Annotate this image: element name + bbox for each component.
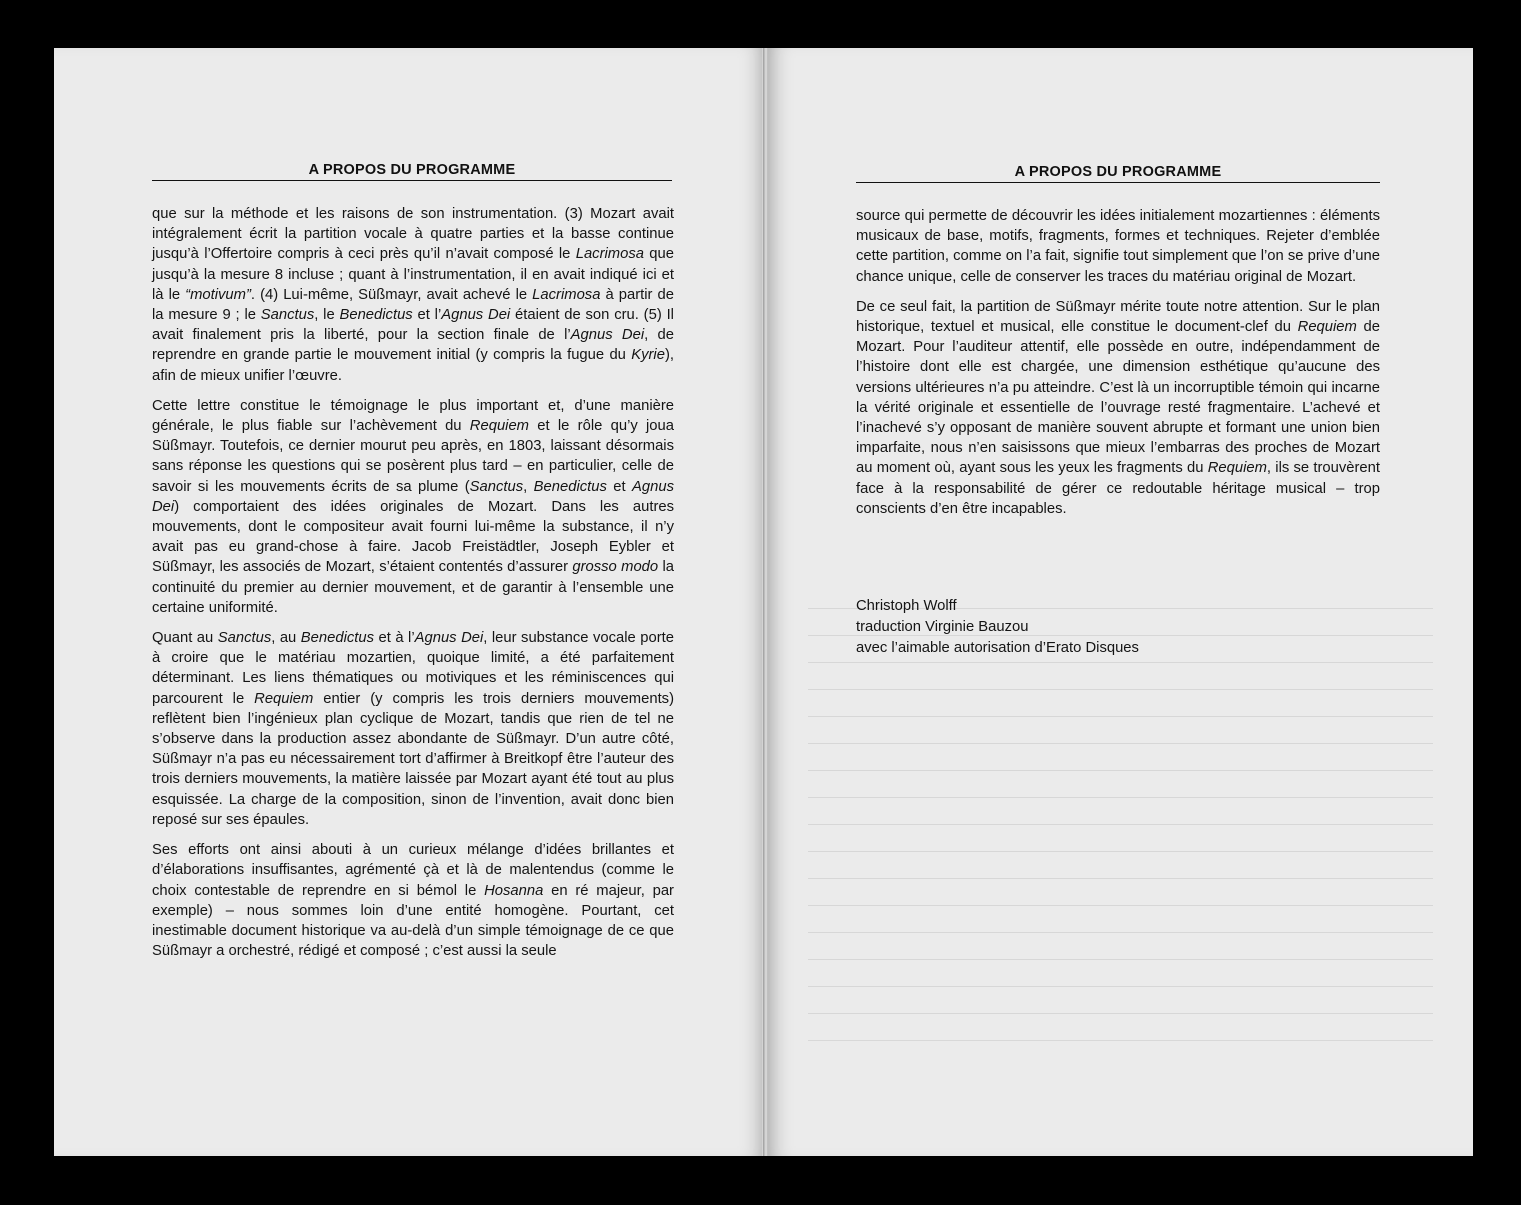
text-run: , au bbox=[271, 630, 301, 647]
text-run: en ré majeur, par exemple) – nous sommes loin d’une entité homogène. Pourtant, cet inestimable document historique va au-delà d’un simple témoignage de ce que Süßmayr a orchestré, rédigé et composé ; c’est aussi la seule bbox=[152, 882, 674, 960]
right-page-body bbox=[856, 206, 1380, 529]
text-run: que sur la méthode et les raisons de son instrumentation. (3) Mozart avait intégralement écrit la partition vocale à quatre parties et la basse continue jusqu’à l’Offertoire compris à ceci près qu’il n’avait composé le bbox=[152, 206, 674, 263]
italic-term: Agnus Dei bbox=[441, 307, 511, 324]
signature-translation: traduction Virginie Bauzou bbox=[856, 619, 1029, 635]
text-run: étaient de son cru. (5) Il avait finalement pris la liberté, pour la section finale de l’ bbox=[152, 307, 674, 344]
right_page-paragraph-2 bbox=[856, 297, 1380, 519]
italic-term: Agnus Dei bbox=[152, 478, 674, 515]
italic-term: Sanctus bbox=[217, 630, 272, 647]
text-run: De ce seul fait, la partition de Süßmayr mérite toute notre attention. Sur le plan historique, textuel et musical, elle constitue le document-clef du bbox=[856, 298, 1380, 336]
italic-term: Benedictus bbox=[533, 478, 607, 495]
right-page bbox=[768, 48, 1473, 1156]
italic-term: Sanctus bbox=[260, 307, 315, 324]
text-run: et le rôle qu’y joua Süßmayr. Toutefois, ce dernier mourut peu après, en 1803, laissant désormais sans réponse les questions qui se posèrent plus tard – en particulier, celle de savoir si les mouvements écrits de sa plume ( bbox=[152, 418, 674, 495]
signature-block bbox=[856, 596, 1139, 659]
italic-term: “motivum” bbox=[185, 286, 251, 303]
text-run: entier (y compris les trois derniers mouvements) reflètent bien l’ingénieux plan cyclique de Mozart, tandis que rien de tel ne s’observe dans la production assez abondante de Süßmayr. D’un autre côté, Süßmayr n’a pas eu nécessairement tort d’affirmer à Breitkopf être l’auteur des trois derniers mouvements, la matière laissée par Mozart ayant été tout au plus esquissée. La charge de la composition, sinon de l’invention, avait donc bien reposé sur ses épaules. bbox=[152, 690, 675, 828]
bleed-through-lines bbox=[808, 608, 1433, 1096]
text-run: Ses efforts ont ainsi abouti à un curieux mélange d’idées brillantes et d’élaborations insuffisantes, agrémenté çà et là de malentendus (comme le choix contestable de reprendre en si bémol le bbox=[152, 842, 674, 899]
text-run: , le bbox=[314, 307, 340, 324]
italic-term: Lacrimosa bbox=[575, 246, 644, 263]
left-page-body bbox=[152, 204, 674, 971]
left_page-paragraph-4 bbox=[152, 840, 674, 961]
text-run: et bbox=[606, 478, 633, 495]
text-run: ), afin de mieux unifier l’œuvre. bbox=[152, 347, 674, 384]
italic-term: Hosanna bbox=[484, 882, 544, 899]
signature-author: Christoph Wolff bbox=[856, 598, 957, 614]
text-run: Cette lettre constitue le témoignage le plus important et, d’une manière générale, le plus fiable sur l’achèvement du bbox=[152, 397, 674, 435]
italic-term: Requiem bbox=[1207, 460, 1267, 477]
left-page bbox=[54, 48, 765, 1156]
text-run: . (4) Lui-même, Süßmayr, avait achevé le bbox=[250, 286, 533, 303]
italic-term: Kyrie bbox=[631, 347, 665, 364]
left_page-paragraph-2 bbox=[152, 396, 674, 618]
left_page-paragraph-3 bbox=[152, 628, 674, 830]
italic-term: Requiem bbox=[469, 418, 530, 435]
text-run: , leur substance vocale porte à croire que le matériau mozartien, quoique limité, a été parfaitement déterminant. Les liens thématiques ou motiviques et les réminiscences qui parcourent le bbox=[152, 630, 674, 707]
italic-term: Sanctus bbox=[469, 478, 524, 495]
text-run: et à l’ bbox=[374, 630, 415, 647]
text-run: Quant au bbox=[152, 630, 218, 647]
italic-term: grosso modo bbox=[572, 559, 659, 576]
text-run: que jusqu’à la mesure 8 incluse ; quant à l’instrumentation, il en avait indiqué ici et là le bbox=[152, 246, 674, 303]
text-run: , de reprendre en grande partie le mouvement initial (y compris la fugue du bbox=[152, 327, 674, 364]
text-run: et l’ bbox=[412, 307, 442, 324]
text-run: , ils se trouvèrent face à la responsabilité de gérer ce redoutable héritage musical – trop conscients d’en être incapables. bbox=[856, 460, 1380, 517]
left-page-header: A PROPOS DU PROGRAMME bbox=[152, 162, 672, 181]
italic-term: Requiem bbox=[254, 690, 314, 707]
italic-term: Agnus Dei bbox=[570, 327, 645, 344]
signature-credit: avec l’aimable autorisation d’Erato Disques bbox=[856, 640, 1139, 656]
right_page-paragraph-1 bbox=[856, 206, 1380, 287]
italic-term: Benedictus bbox=[300, 630, 374, 647]
text-run: à partir de la mesure 9 ; le bbox=[152, 286, 674, 324]
text-run: ) comportaient des idées originales de Mozart. Dans les autres mouvements, dont le compositeur avait fourni lui-même la substance, il n’y avait pas eu grand-chose à faire. Jacob Freistädtler, Joseph Eybler et Süßmayr, les associés de Mozart, s’étaient contentés d’assurer bbox=[152, 498, 674, 576]
italic-term: Lacrimosa bbox=[532, 286, 601, 303]
text-run: , bbox=[523, 478, 534, 495]
italic-term: Agnus Dei bbox=[414, 630, 484, 647]
left_page-paragraph-1 bbox=[152, 204, 674, 386]
italic-term: Benedictus bbox=[339, 307, 413, 324]
right-page-header: A PROPOS DU PROGRAMME bbox=[856, 164, 1380, 183]
text-run: la continuité du premier au dernier mouvement, et de garantir à l’ensemble une certaine uniformité. bbox=[152, 559, 674, 616]
text-run: source qui permette de découvrir les idées initialement mozartiennes : éléments musicaux de base, motifs, fragments, formes et techniques. Rejeter d’emblée cette partition, comme on l’a fait, signifie tout simplement que l’on se prive d’une chance unique, celle de conserver les traces du matériau original de Mozart. bbox=[856, 208, 1380, 285]
text-run: de Mozart. Pour l’auditeur attentif, elle possède en outre, indépendamment de l’histoire dont elle est chargée, une dimension esthétique qu’aucune des versions ultérieures n’a pu atteindre. C’est là un incorruptible témoin qui incarne la vérité originale et essentielle de l’ouvrage resté fragmentaire. L’achevé et l’inachevé s’y opposant de manière souvent abrupte et formant une union bien imparfaite, nous n’en saisissons que mieux l’embarras des proches de Mozart au moment où, ayant sous les yeux les fragments du bbox=[856, 319, 1380, 477]
italic-term: Requiem bbox=[1297, 319, 1357, 336]
